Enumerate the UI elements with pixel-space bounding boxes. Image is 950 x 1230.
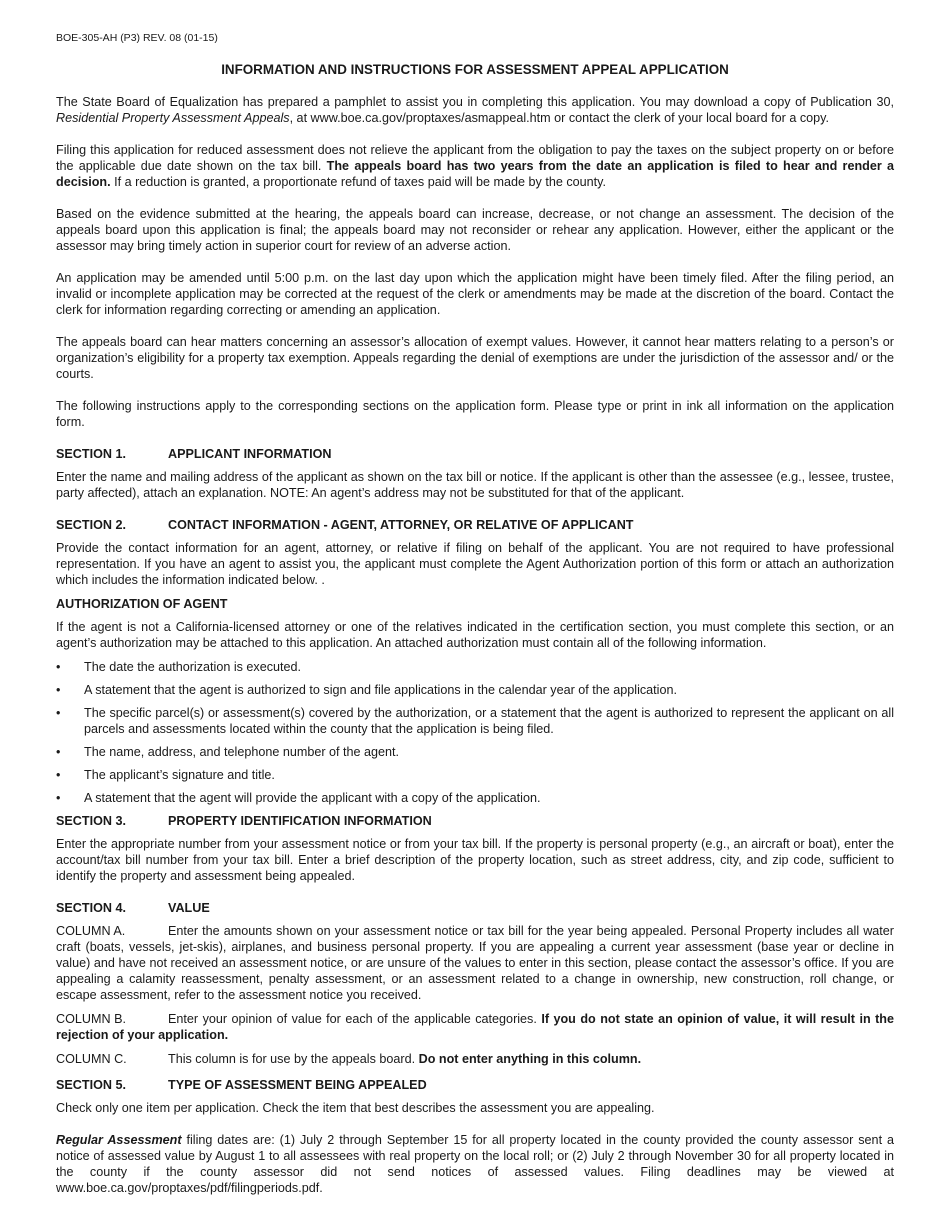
column-a-text: Enter the amounts shown on your assessment notice or tax bill for the year being appealed. Personal Property includes all water craft (boats, vessels, jet-skis), airplanes, and business personal property. If you are appealing a current year assessment (base year or decline in value) and have not received an assessment notice, or are unsure of the values to enter in this section, please contact the assessor’s office. If you are appealing a calamity reassessment, penalty assessment, or an assessment related to a change in ownership, new construction, roll change, or escape assessment, refer to the assessment notice you received.: [56, 924, 894, 1002]
list-item-text: The applicant’s signature and title.: [84, 768, 275, 782]
bullet-icon: •: [56, 660, 61, 674]
list-item: [56, 790, 894, 806]
section-3-number: SECTION 3.: [56, 814, 126, 828]
section-3-body: Enter the appropriate number from your assessment notice or from your tax bill. If the property is personal property (e.g., an aircraft or boat), enter the account/tax bill number from your tax bill. Enter a brief description of the property location, such as street address, city, and zip code, sufficient to identify the property and assessment being appealed.: [56, 837, 894, 883]
authorization-heading: AUTHORIZATION OF AGENT: [56, 597, 228, 611]
list-item-text: The name, address, and telephone number of the agent.: [84, 745, 400, 759]
section-2-number: SECTION 2.: [56, 518, 126, 532]
list-item: [56, 659, 894, 675]
bullet-icon: •: [56, 791, 61, 805]
column-b-text: Enter your opinion of value for each of the applicable categories.: [168, 1012, 542, 1026]
intro-paragraph-2: [56, 142, 894, 190]
column-b-warning: If you do not state an opinion of value, it will result in the rejection of your application.: [56, 1012, 894, 1042]
column-b-label: COLUMN B.: [56, 1012, 126, 1026]
column-b-instructions: [56, 1011, 894, 1043]
regular-assessment-text: filing dates are: (1) July 2 through September 15 for all property located in the county provided the county assessor sent a notice of assessed value by August 1 to all assessees with real property on the local roll; or (2) July 2 through November 30 for all property located in the county if the county assessor did not send notices of assessed values. Filing deadlines may be viewed at www.boe.ca.gov/proptaxes/pdf/filingperiods.pdf.: [56, 1133, 894, 1195]
intro-paragraph-4: An application may be amended until 5:00 p.m. on the last day upon which the application might have been timely filed. After the filing period, an invalid or incomplete application may be corrected at the request of the clerk or amendments may be made at the discretion of the board. Contact the clerk for information regarding correcting or amending an application.: [56, 271, 894, 317]
regular-assessment-label: Regular Assessment: [56, 1133, 182, 1147]
section-2-heading: [56, 517, 894, 533]
section-3-heading: [56, 813, 894, 829]
intro-paragraph-5: The appeals board can hear matters concerning an assessor’s allocation of exempt values. However, it cannot hear matters relating to a person’s or organization’s eligibility for a property tax exemption. Appeals regarding the denial of exemptions are under the jurisdiction of the assessor and/ or the courts.: [56, 335, 894, 381]
list-item: [56, 744, 894, 760]
section-5-body: Check only one item per application. Check the item that best describes the assessment you are appealing.: [56, 1101, 655, 1115]
column-a-instructions: [56, 923, 894, 1003]
list-item: [56, 682, 894, 698]
section-3-title: PROPERTY IDENTIFICATION INFORMATION: [168, 814, 432, 828]
section-5-title: TYPE OF ASSESSMENT BEING APPEALED: [168, 1078, 427, 1092]
list-item: [56, 705, 894, 737]
intro-p2-text-b: If a reduction is granted, a proportionate refund of taxes paid will be made by the county.: [110, 175, 607, 189]
list-item-text: A statement that the agent is authorized to sign and file applications in the calendar year of the application.: [84, 683, 677, 697]
section-4-title: VALUE: [168, 901, 210, 915]
intro-p1-text-a: The State Board of Equalization has prepared a pamphlet to assist you in completing this application. You may download a copy of Publication 30,: [56, 95, 894, 109]
intro-paragraph-3: Based on the evidence submitted at the hearing, the appeals board can increase, decrease, or not change an assessment. The decision of the appeals board upon this application is final; the appeals board may not reconsider or rehear any application. However, either the applicant or the assessor may bring timely action in superior court for review of an adverse action.: [56, 207, 894, 253]
intro-paragraph-6: The following instructions apply to the corresponding sections on the application form. Please type or print in ink all information on the application form.: [56, 399, 894, 429]
form-id: BOE-305-AH (P3) REV. 08 (01-15): [56, 32, 218, 44]
authorization-requirements-list: [56, 659, 894, 806]
column-c-warning: Do not enter anything in this column.: [418, 1052, 642, 1066]
section-5-number: SECTION 5.: [56, 1078, 126, 1092]
authorization-body: If the agent is not a California-licensed attorney or one of the relatives indicated in the certification section, you must complete this section, or an agent’s authorization may be attached to this application. An attached authorization must contain all of the following information.: [56, 620, 894, 650]
bullet-icon: •: [56, 683, 61, 697]
section-1-number: SECTION 1.: [56, 447, 126, 461]
list-item-text: A statement that the agent will provide the applicant with a copy of the application.: [84, 791, 541, 805]
column-a-label: COLUMN A.: [56, 924, 126, 938]
list-item: [56, 767, 894, 783]
intro-paragraph-1: [56, 94, 894, 126]
list-item-text: The specific parcel(s) or assessment(s) covered by the authorization, or a statement that the agent is authorized to represent the applicant on all parcels and assessments located within the county that the application is being filed.: [84, 706, 894, 736]
section-5-heading: [56, 1077, 894, 1093]
bullet-icon: •: [56, 706, 61, 720]
section-4-number: SECTION 4.: [56, 901, 126, 915]
column-c-label: COLUMN C.: [56, 1052, 127, 1066]
section-4-heading: [56, 900, 894, 916]
intro-p1-text-b: , at www.boe.ca.gov/proptaxes/asmappeal.htm or contact the clerk of your local board for a copy.: [289, 111, 830, 125]
column-c-instructions: [56, 1051, 894, 1067]
publication-title: Residential Property Assessment Appeals: [56, 111, 290, 125]
intro-p2-text-a: Filing this application for reduced assessment does not relieve the applicant from the obligation to pay the taxes on the subject property on or before the applicable due date shown on the tax bill.: [56, 143, 894, 173]
section-1-body: Enter the name and mailing address of the applicant as shown on the tax bill or notice. If the applicant is other than the assessee (e.g., lessee, trustee, party affected), attach an explanation. NOTE: An agent’s address may not be substituted for that of the applicant.: [56, 470, 894, 500]
intro-p2-bold: The appeals board has two years from the date an application is filed to hear and render a decision.: [56, 159, 895, 189]
bullet-icon: •: [56, 768, 61, 782]
section-2-title: CONTACT INFORMATION - AGENT, ATTORNEY, OR RELATIVE OF APPLICANT: [168, 518, 634, 532]
list-item-text: The date the authorization is executed.: [84, 660, 302, 674]
bullet-icon: •: [56, 745, 61, 759]
column-c-text: This column is for use by the appeals board.: [168, 1052, 419, 1066]
section-1-title: APPLICANT INFORMATION: [168, 447, 332, 461]
section-1-heading: [56, 446, 894, 462]
page-title: INFORMATION AND INSTRUCTIONS FOR ASSESSMENT APPEAL APPLICATION: [221, 62, 729, 77]
section-2-body: Provide the contact information for an agent, attorney, or relative if filing on behalf of the applicant. You are not required to have professional representation. If you have an agent to assist you, the applicant must complete the Agent Authorization portion of this form or attach an authorization which includes the information indicated below. .: [56, 541, 894, 587]
regular-assessment-paragraph: [56, 1132, 894, 1196]
